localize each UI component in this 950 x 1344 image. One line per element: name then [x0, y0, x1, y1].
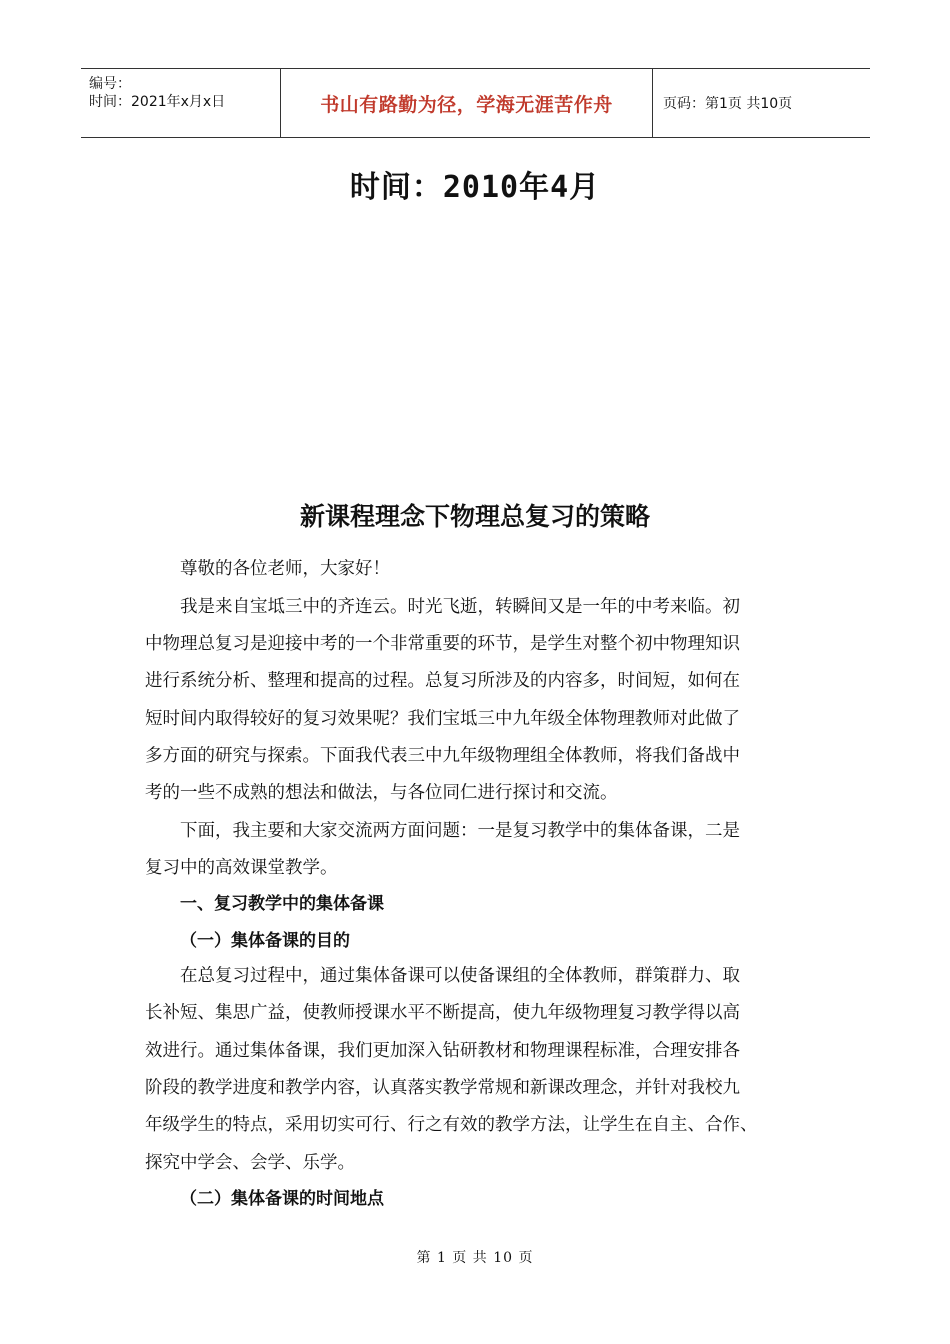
- number-label: 编号：: [89, 76, 131, 92]
- header-left-cell: [81, 69, 281, 137]
- paragraph-line: 短时间内取得较好的复习效果呢？我们宝坻三中九年级全体物理教师对此做了: [145, 709, 740, 729]
- page-footer: 第 1 页 共 10 页: [416, 1250, 534, 1266]
- paragraph-line: 探究中学会、会学、乐学。: [145, 1153, 355, 1173]
- subsection-heading: （二）集体备课的时间地点: [180, 1189, 384, 1209]
- paragraph-line: 考的一些不成熟的想法和做法，与各位同仁进行探讨和交流。: [145, 783, 618, 803]
- paragraph-line: 阶段的教学进度和教学内容，认真落实教学常规和新课改理念，并针对我校九: [145, 1078, 740, 1098]
- header-table: [81, 68, 870, 138]
- paragraph-line: 进行系统分析、整理和提高的过程。总复习所涉及的内容多，时间短，如何在: [145, 671, 740, 691]
- paragraph-line: 年级学生的特点，采用切实可行、行之有效的教学方法，让学生在自主、合作、: [145, 1115, 758, 1135]
- paragraph-line: 长补短、集思广益，使教师授课水平不断提高，使九年级物理复习教学得以高: [145, 1003, 740, 1023]
- paragraph-line: 尊敬的各位老师，大家好！: [180, 559, 390, 579]
- paragraph-line: 在总复习过程中，通过集体备课可以使备课组的全体教师，群策群力、取: [180, 966, 740, 986]
- date-heading: 时间：2010年4月: [349, 170, 601, 205]
- page-info: 页码：第1页 共10页: [663, 96, 793, 112]
- header-motto-cell: [281, 69, 653, 137]
- time-label: 时间：2021年x月x日: [89, 94, 226, 110]
- paragraph-line: 效进行。通过集体备课，我们更加深入钻研教材和物理课程标准，合理安排各: [145, 1041, 740, 1061]
- motto: 书山有路勤为径，学海无涯苦作舟: [320, 93, 613, 116]
- section-heading: 一、复习教学中的集体备课: [180, 894, 384, 914]
- paragraph-line: 复习中的高效课堂教学。: [145, 858, 338, 878]
- subsection-heading: （一）集体备课的目的: [180, 931, 350, 951]
- header-page-cell: [653, 69, 870, 137]
- paragraph-line: 下面，我主要和大家交流两方面问题：一是复习教学中的集体备课，二是: [180, 821, 740, 841]
- document-title: 新课程理念下物理总复习的策略: [299, 502, 650, 531]
- paragraph-line: 多方面的研究与探索。下面我代表三中九年级物理组全体教师，将我们备战中: [145, 746, 740, 766]
- paragraph-line: 中物理总复习是迎接中考的一个非常重要的环节，是学生对整个初中物理知识: [145, 634, 740, 654]
- paragraph-line: 我是来自宝坻三中的齐连云。时光飞逝，转瞬间又是一年的中考来临。初: [180, 597, 740, 617]
